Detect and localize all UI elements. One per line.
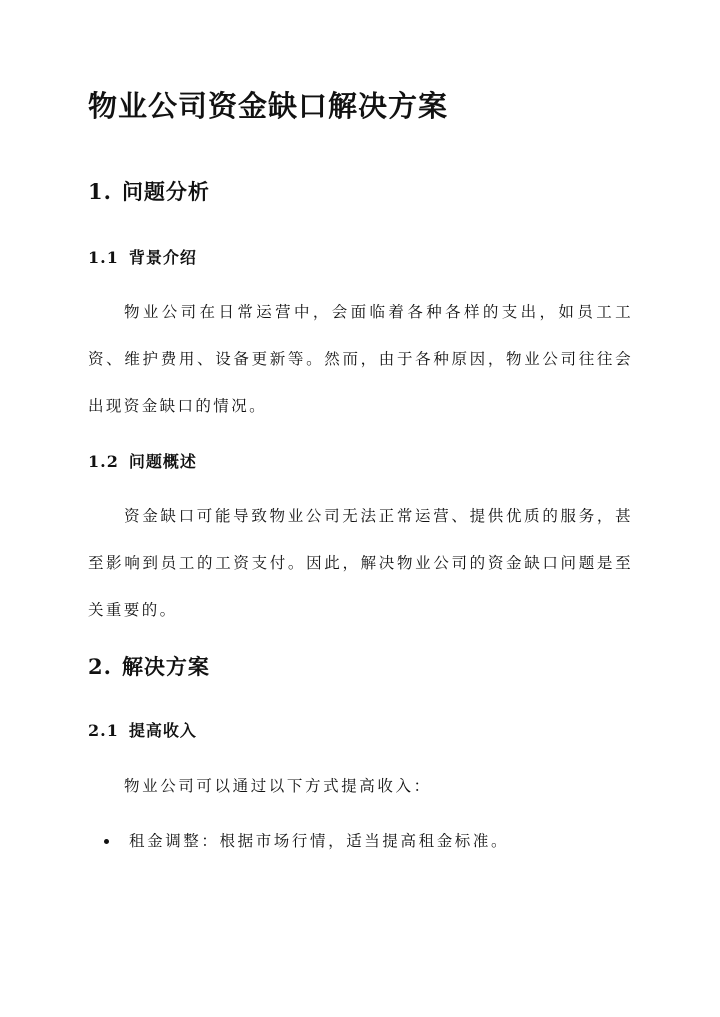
section-number: 2. bbox=[88, 654, 112, 679]
section-title: 解决方案 bbox=[121, 654, 210, 679]
subsection-heading-1-2 bbox=[88, 449, 197, 472]
section-heading-1 bbox=[88, 176, 210, 206]
subsection-number: 1.1 bbox=[88, 248, 119, 267]
subsection-title: 背景介绍 bbox=[128, 248, 197, 267]
subsection-heading-1-1 bbox=[88, 245, 197, 268]
paragraph-background: 物业公司在日常运营中，会面临着各种各样的支出，如员工工资、维护费用、设备更新等。然而，由于各种原因，物业公司往往会出现资金缺口的情况。 bbox=[88, 303, 633, 415]
paragraph-increase-income: 物业公司可以通过以下方式提高收入： bbox=[124, 777, 432, 795]
subsection-number: 2.1 bbox=[88, 721, 119, 740]
section-title: 问题分析 bbox=[121, 179, 210, 204]
list-item-text: 租金调整：根据市场行情，适当提高租金标准。 bbox=[129, 832, 510, 850]
bullet-icon bbox=[104, 839, 109, 844]
paragraph-overview: 资金缺口可能导致物业公司无法正常运营、提供优质的服务，甚至影响到员工的工资支付。因此，解决物业公司的资金缺口问题是至关重要的。 bbox=[88, 507, 633, 619]
bullet-list bbox=[104, 826, 509, 856]
subsection-number: 1.2 bbox=[88, 452, 119, 471]
subsection-heading-2-1 bbox=[88, 718, 197, 741]
section-number: 1. bbox=[88, 179, 112, 204]
subsection-title: 提高收入 bbox=[128, 721, 197, 740]
section-heading-2 bbox=[88, 651, 210, 681]
list-item bbox=[104, 826, 509, 856]
subsection-title: 问题概述 bbox=[128, 452, 197, 471]
document-title: 物业公司资金缺口解决方案 bbox=[88, 89, 449, 123]
